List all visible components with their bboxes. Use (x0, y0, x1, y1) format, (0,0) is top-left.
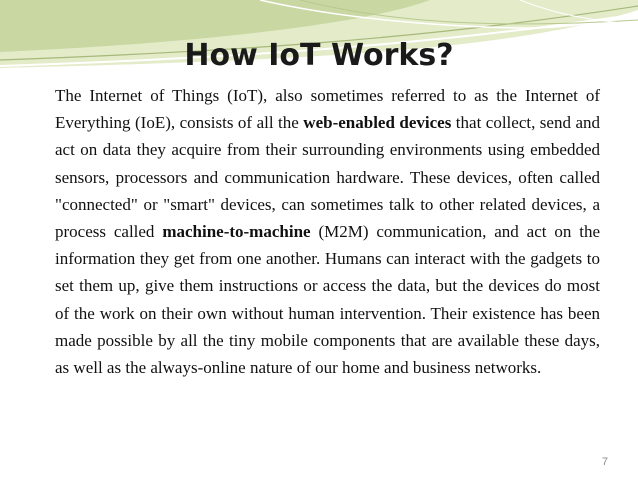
body-text-part-1: The Internet of Things (IoT), also sometimes referred to as the Internet of Everything (IoE), consists of all the (55, 86, 600, 133)
slide-title: How IoT Works? (184, 38, 454, 73)
body-text-part-2: that collect, send and act on data they acquire from their surrounding environments using embedded sensors, processors and communication hardware. These devices, often called "connected" or "smart" devices, can sometimes talk to other related devices, a process called (55, 113, 600, 242)
body-text-part-3: (M2M) communication, and act on the information they get from one another. Humans can interact with the gadgets to set them up, give them instructions or access the data, but the devices do most of the work on their own without human intervention. Their existence has been made possible by all the tiny mobile components that are available these days, as well as the always-online nature of our home and business networks. (55, 222, 600, 378)
body-text-bold-web-enabled-devices: web-enabled devices (303, 113, 452, 133)
body-text-bold-machine-to-machine: machine-to-machine (162, 222, 311, 242)
slide-body-text (55, 82, 600, 381)
page-number: 7 (601, 456, 608, 468)
